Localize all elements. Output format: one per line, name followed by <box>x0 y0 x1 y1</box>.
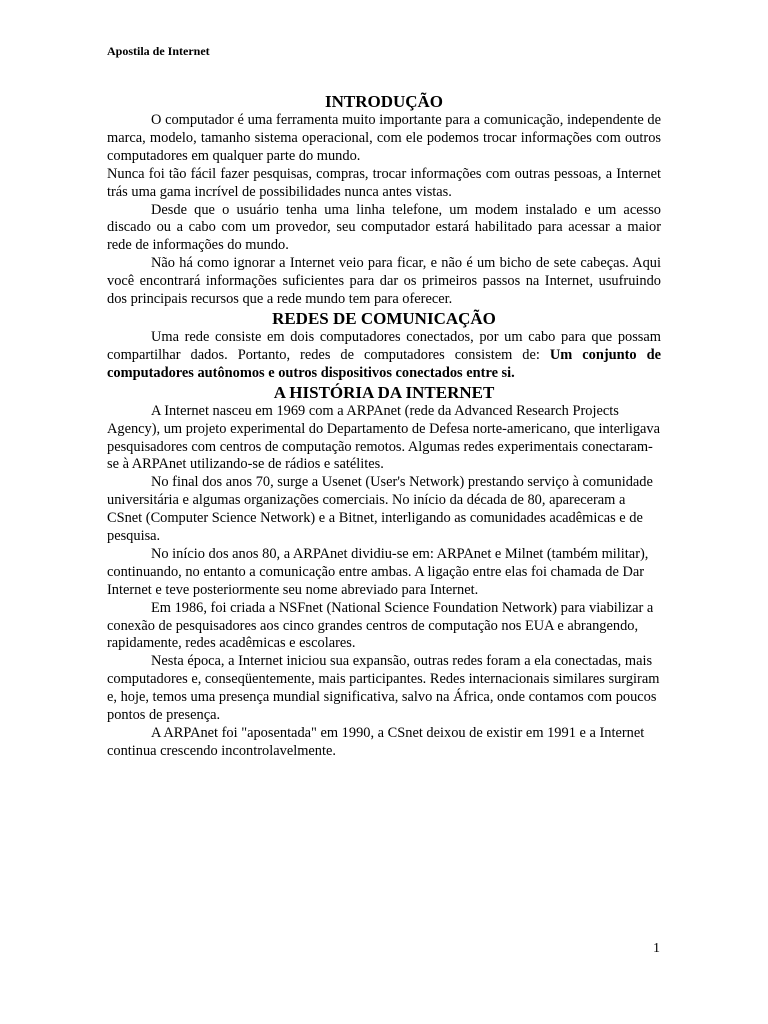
intro-paragraph: O computador é uma ferramenta muito importante para a comunicação, independente de marca, modelo, tamanho sistema operacional, com ele podemos trocar informações com outros computadores em qualquer parte do mundo. <box>107 112 661 164</box>
section-redes <box>107 309 661 383</box>
intro-paragraph: Nunca foi tão fácil fazer pesquisas, compras, trocar informações com outras pessoas, a Internet trás uma gama incrível de possibilidades nunca antes vistas. <box>107 165 661 200</box>
redes-definition: Um conjunto de computadores autônomos e outros dispositivos conectados entre si. <box>107 346 662 381</box>
historia-paragraph: No final dos anos 70, surge a Usenet (User's Network) prestando serviço à comunidade universitária e algumas organizações comerciais. No início da década de 80, apareceram a CSnet (Computer Science Network) e a Bitnet, interligando as comunidades acadêmicas e de pesquisa. <box>107 474 653 545</box>
redes-text: Uma rede consiste em dois computadores conectados, por um cabo para que possam compartilhar dados. Portanto, redes de computadores consistem de: <box>107 328 661 363</box>
section-title-redes: REDES DE COMUNICAÇÃO <box>272 308 496 328</box>
historia-paragraph: A ARPAnet foi "aposentada" em 1990, a CSnet deixou de existir em 1991 e a Internet continua crescendo incontrolavelmente. <box>107 725 645 759</box>
intro-paragraph: Desde que o usuário tenha uma linha telefone, um modem instalado e um acesso discado ou a cabo com um provedor, seu computador estará habilitado para acessar a maior rede de informações do mundo. <box>107 201 661 254</box>
section-title-introducao: INTRODUÇÃO <box>324 92 444 111</box>
section-historia <box>107 383 661 761</box>
historia-paragraph: Em 1986, foi criada a NSFnet (National Science Foundation Network) para viabilizar a conexão de pesquisadores aos cinco grandes centros de computação nos EUA e abrangendo, rapidamente, redes acadêmicas e escolares. <box>107 599 654 652</box>
intro-paragraph: Não há como ignorar a Internet veio para ficar, e não é um bicho de sete cabeças. Aqui você encontrará informações suficientes para dar os primeiros passos na Internet, usufruindo dos principais recursos que a rede mundo tem para oferecer. <box>107 255 661 308</box>
running-header: Apostila de Internet <box>107 44 210 58</box>
section-introducao <box>107 92 661 309</box>
historia-paragraph: No início dos anos 80, a ARPAnet dividiu-se em: ARPAnet e Milnet (também militar), continuando, no entanto a comunicação entre ambas. A ligação entre elas foi chamada de Dar Internet e teve posteriormente seu nome abreviado para Internet. <box>107 545 649 598</box>
page-content <box>107 92 661 761</box>
historia-paragraph: Nesta época, a Internet iniciou sua expansão, outras redes foram a ela conectadas, mais computadores e, conseqüentemente, mais participantes. Redes internacionais similares surgiram e, hoje, temos uma presença mundial significativa, salvo na África, onde contamos com poucos pontos de presença. <box>107 653 660 724</box>
redes-paragraph <box>107 329 661 383</box>
section-title-historia: A HISTÓRIA DA INTERNET <box>273 382 495 402</box>
historia-paragraph: A Internet nasceu em 1969 com a ARPAnet (rede da Advanced Research Projects Agency), um projeto experimental do Departamento de Defesa norte-americano, que interligava pesquisadores com centros de computação remotos. Algumas redes experimentais conectaram-se à ARPAnet utilizando-se de rádios e satélites. <box>107 402 661 473</box>
page-number: 1 <box>653 941 660 956</box>
